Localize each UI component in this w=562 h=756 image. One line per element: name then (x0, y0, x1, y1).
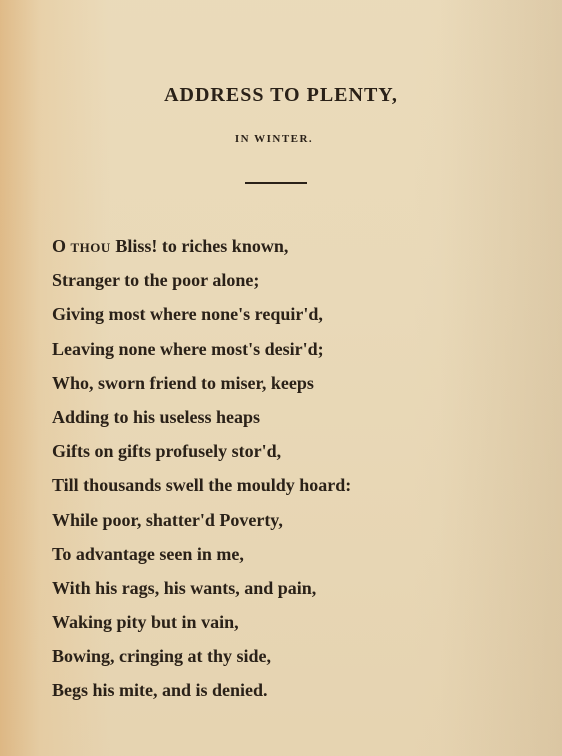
poem-line-11: With his rags, his wants, and pain, (52, 577, 317, 598)
poem-line-4: Leaving none where most's desir'd; (52, 338, 324, 359)
poem-line-13: Bowing, cringing at thy side, (52, 646, 272, 667)
poem-line-7: Gifts on gifts profusely stor'd, (52, 441, 282, 462)
poem-line-6: Adding to his useless heaps (52, 406, 261, 427)
poem-body (52, 232, 512, 711)
poem-line-8: Till thousands swell the mouldy hoard: (52, 475, 352, 496)
first-line-lead: O (52, 236, 71, 256)
poem-line-1 (52, 232, 512, 266)
poem-line-3: Giving most where none's requir'd, (52, 304, 323, 325)
poem-line-14: Begs his mite, and is denied. (52, 680, 268, 701)
poem-subtitle: IN WINTER. (234, 133, 314, 145)
poem-line-12: Waking pity but in vain, (52, 612, 239, 633)
poem-line-5: Who, sworn friend to miser, keeps (52, 372, 314, 393)
poem-line-9: While poor, shatter'd Poverty, (52, 509, 283, 530)
poem-line-2: Stranger to the poor alone; (52, 270, 260, 291)
poem-title: ADDRESS TO PLENTY, (164, 84, 398, 106)
poem-line-10: To advantage seen in me, (52, 543, 244, 564)
title-divider (245, 182, 307, 184)
first-line-smallcaps: thou (70, 236, 111, 256)
first-line-rest: Bliss! to riches known, (110, 236, 289, 256)
